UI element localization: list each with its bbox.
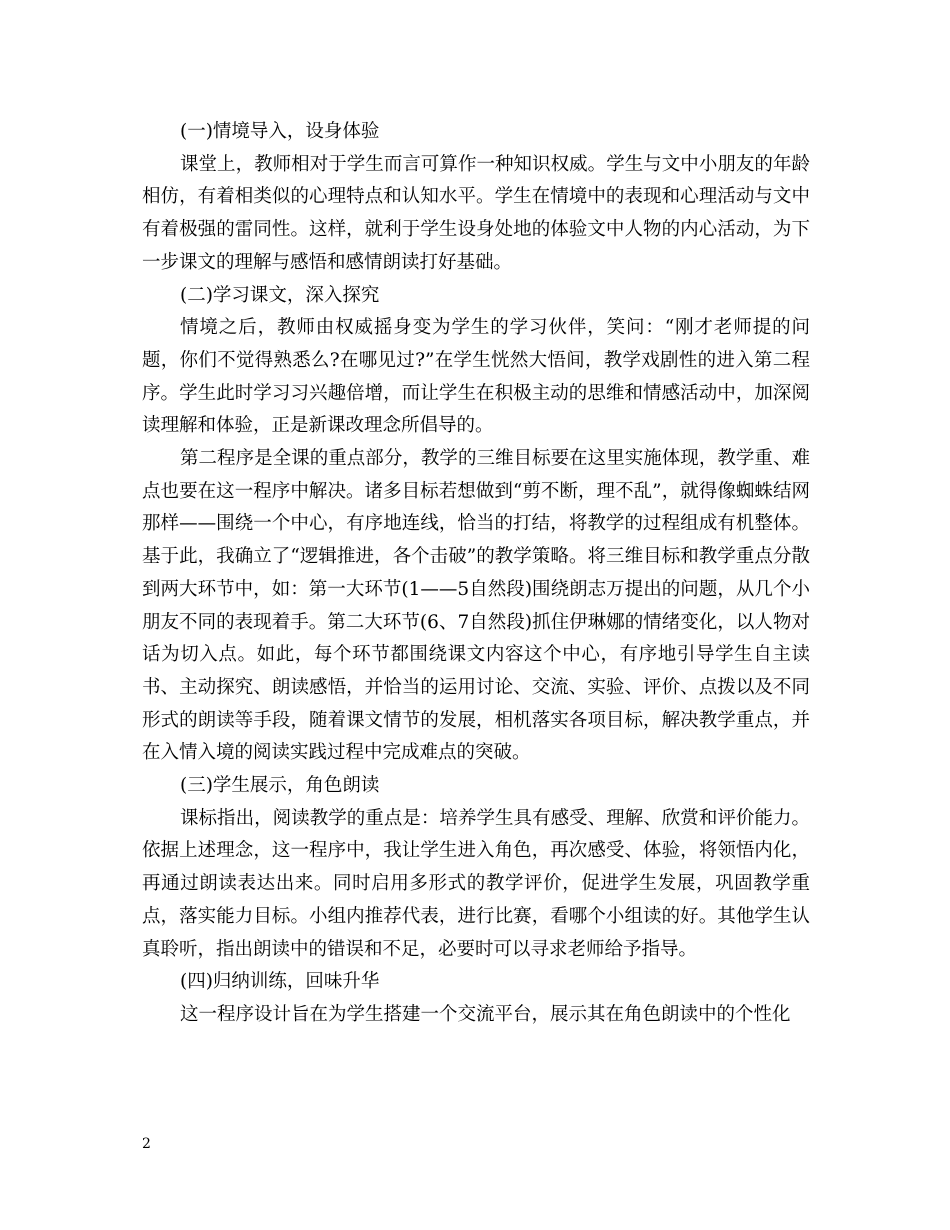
paragraph-5: 这一程序设计旨在为学生搭建一个交流平台，展示其在角色朗读中的个性化 bbox=[180, 1003, 791, 1025]
section-heading-3: (三)学生展示，角色朗读 bbox=[180, 775, 380, 797]
page-number: 2 bbox=[142, 1136, 151, 1152]
section-heading-2: (二)学习课文，深入探究 bbox=[180, 284, 380, 306]
section-heading-1: (一)情境导入，设身体验 bbox=[180, 121, 380, 142]
paragraph-1: 课堂上，教师相对于学生而言可算作一种知识权威。学生与文中小朋友的年龄相仿，有着相类似的心理特点和认知水平。学生在情境中的表现和心理活动与文中有着极强的雷同性。这样，就利于学生设身处地的体验文中人物的内心活动，为下一步课文的理解与感悟和感情朗读打好基础。 bbox=[142, 153, 810, 273]
section-heading-4: (四)归纳训练，回味升华 bbox=[180, 971, 380, 993]
paragraph-2: 情境之后，教师由权威摇身变为学生的学习伙伴，笑问：“刚才老师提的问题，你们不觉得熟悉么?在哪见过?”在学生恍然大悟间，教学戏剧性的进入第二程序。学生此时学习习兴趣倍增，而让学生在积极主动的思维和情感活动中，加深阅读理解和体验，正是新课改理念所倡导的。 bbox=[142, 317, 810, 437]
document-body bbox=[142, 116, 810, 1032]
paragraph-4: 课标指出，阅读教学的重点是：培养学生具有感受、理解、欣赏和评价能力。依据上述理念，这一程序中，我让学生进入角色，再次感受、体验，将领悟内化，再通过朗读表达出来。同时启用多形式的教学评价，促进学生发展，巩固教学重点，落实能力目标。小组内推荐代表，进行比赛，看哪个小组读的好。其他学生认真聆听，指出朗读中的错误和不足，必要时可以寻求老师给予指导。 bbox=[142, 807, 810, 960]
paragraph-3: 第二程序是全课的重点部分，教学的三维目标要在这里实施体现，教学重、难点也要在这一程序中解决。诸多目标若想做到“剪不断，理不乱”，就得像蜘蛛结网那样——围绕一个中心，有序地连线，恰当的打结，将教学的过程组成有机整体。基于此，我确立了“逻辑推进，各个击破”的教学策略。将三维目标和教学重点分散到两大环节中，如：第一大环节(1——5自然段)围绕朗志万提出的问题，从几个小朋友不同的表现着手。第二大环节(6、7自然段)抓住伊琳娜的情绪变化，以人物对话为切入点。如此，每个环节都围绕课文内容这个中心，有序地引导学生自主读书、主动探究、朗读感悟，并恰当的运用讨论、交流、实验、评价、点拨以及不同形式的朗读等手段，随着课文情节的发展，相机落实各项目标，解决教学重点，并在入情入境的阅读实践过程中完成难点的突破。 bbox=[142, 448, 810, 764]
